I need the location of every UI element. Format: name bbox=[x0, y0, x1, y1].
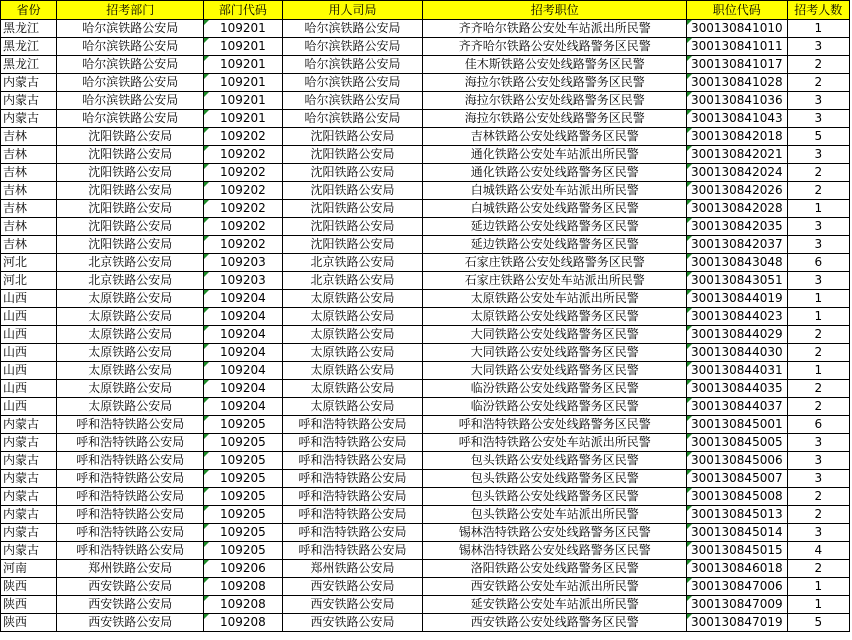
cell-department[interactable]: 沈阳铁路公安局 bbox=[57, 200, 204, 218]
cell-headcount[interactable]: 1 bbox=[787, 362, 849, 380]
cell-headcount[interactable]: 3 bbox=[787, 434, 849, 452]
cell-department[interactable]: 哈尔滨铁路公安局 bbox=[57, 92, 204, 110]
cell-bureau[interactable]: 沈阳铁路公安局 bbox=[282, 236, 423, 254]
cell-position[interactable]: 锡林浩特铁路公安处线路警务区民警 bbox=[423, 524, 687, 542]
cell-province[interactable]: 内蒙古 bbox=[1, 92, 57, 110]
cell-position[interactable]: 洛阳铁路公安处线路警务区民警 bbox=[423, 560, 687, 578]
cell-department[interactable]: 沈阳铁路公安局 bbox=[57, 182, 204, 200]
cell-department-code[interactable]: 109204 bbox=[204, 326, 282, 344]
cell-department-code[interactable]: 109205 bbox=[204, 488, 282, 506]
cell-position[interactable]: 白城铁路公安处线路警务区民警 bbox=[423, 200, 687, 218]
cell-bureau[interactable]: 哈尔滨铁路公安局 bbox=[282, 110, 423, 128]
table-row bbox=[1, 290, 850, 308]
cell-department[interactable]: 北京铁路公安局 bbox=[57, 254, 204, 272]
table-row bbox=[1, 56, 850, 74]
cell-position[interactable]: 通化铁路公安处车站派出所民警 bbox=[423, 146, 687, 164]
cell-position[interactable]: 齐齐哈尔铁路公安处线路警务区民警 bbox=[423, 38, 687, 56]
cell-department[interactable]: 沈阳铁路公安局 bbox=[57, 218, 204, 236]
cell-position[interactable]: 海拉尔铁路公安处线路警务区民警 bbox=[423, 92, 687, 110]
cell-department-code[interactable]: 109204 bbox=[204, 380, 282, 398]
cell-department-code[interactable]: 109205 bbox=[204, 470, 282, 488]
cell-position-code[interactable]: 300130842026 bbox=[687, 182, 788, 200]
cell-headcount[interactable]: 2 bbox=[787, 380, 849, 398]
cell-department-code[interactable]: 109206 bbox=[204, 560, 282, 578]
cell-province[interactable]: 吉林 bbox=[1, 200, 57, 218]
cell-position-code[interactable]: 300130841043 bbox=[687, 110, 788, 128]
cell-headcount[interactable]: 1 bbox=[787, 596, 849, 614]
cell-headcount[interactable]: 2 bbox=[787, 506, 849, 524]
cell-bureau[interactable]: 太原铁路公安局 bbox=[282, 308, 423, 326]
cell-position[interactable]: 包头铁路公安处线路警务区民警 bbox=[423, 452, 687, 470]
cell-department-code[interactable]: 109204 bbox=[204, 308, 282, 326]
cell-province[interactable]: 内蒙古 bbox=[1, 542, 57, 560]
cell-department-code[interactable]: 109204 bbox=[204, 290, 282, 308]
header-department[interactable]: 招考部门 bbox=[57, 1, 204, 20]
cell-position[interactable]: 呼和浩特铁路公安处车站派出所民警 bbox=[423, 434, 687, 452]
cell-department-code[interactable]: 109201 bbox=[204, 38, 282, 56]
cell-province[interactable]: 山西 bbox=[1, 290, 57, 308]
cell-position-code[interactable]: 300130843051 bbox=[687, 272, 788, 290]
cell-department-code[interactable]: 109204 bbox=[204, 398, 282, 416]
cell-position[interactable]: 白城铁路公安处车站派出所民警 bbox=[423, 182, 687, 200]
cell-position-code[interactable]: 300130841010 bbox=[687, 20, 788, 38]
cell-department[interactable]: 太原铁路公安局 bbox=[57, 290, 204, 308]
cell-headcount[interactable]: 3 bbox=[787, 92, 849, 110]
cell-position-code[interactable]: 300130845006 bbox=[687, 452, 788, 470]
cell-position-code[interactable]: 300130844023 bbox=[687, 308, 788, 326]
cell-department[interactable]: 西安铁路公安局 bbox=[57, 578, 204, 596]
cell-province[interactable]: 内蒙古 bbox=[1, 470, 57, 488]
table-row bbox=[1, 218, 850, 236]
table-row bbox=[1, 236, 850, 254]
cell-province[interactable]: 河北 bbox=[1, 254, 57, 272]
cell-department[interactable]: 呼和浩特铁路公安局 bbox=[57, 452, 204, 470]
cell-province[interactable]: 陕西 bbox=[1, 596, 57, 614]
cell-position[interactable]: 锡林浩特铁路公安处线路警务区民警 bbox=[423, 542, 687, 560]
cell-province[interactable]: 内蒙古 bbox=[1, 452, 57, 470]
table-row bbox=[1, 254, 850, 272]
cell-bureau[interactable]: 北京铁路公安局 bbox=[282, 272, 423, 290]
cell-province[interactable]: 黑龙江 bbox=[1, 38, 57, 56]
cell-province[interactable]: 内蒙古 bbox=[1, 110, 57, 128]
table-row bbox=[1, 398, 850, 416]
table-row bbox=[1, 488, 850, 506]
cell-department-code[interactable]: 109202 bbox=[204, 128, 282, 146]
cell-bureau[interactable]: 呼和浩特铁路公安局 bbox=[282, 452, 423, 470]
cell-position[interactable]: 佳木斯铁路公安处线路警务区民警 bbox=[423, 56, 687, 74]
cell-department[interactable]: 太原铁路公安局 bbox=[57, 362, 204, 380]
cell-headcount[interactable]: 2 bbox=[787, 488, 849, 506]
cell-department-code[interactable]: 109208 bbox=[204, 596, 282, 614]
cell-department-code[interactable]: 109202 bbox=[204, 218, 282, 236]
cell-headcount[interactable]: 2 bbox=[787, 344, 849, 362]
cell-headcount[interactable]: 2 bbox=[787, 398, 849, 416]
cell-bureau[interactable]: 西安铁路公安局 bbox=[282, 578, 423, 596]
cell-department[interactable]: 哈尔滨铁路公安局 bbox=[57, 56, 204, 74]
cell-department-code[interactable]: 109202 bbox=[204, 146, 282, 164]
cell-department-code[interactable]: 109205 bbox=[204, 452, 282, 470]
table-row bbox=[1, 380, 850, 398]
cell-department[interactable]: 哈尔滨铁路公安局 bbox=[57, 74, 204, 92]
cell-province[interactable]: 内蒙古 bbox=[1, 488, 57, 506]
cell-province[interactable]: 吉林 bbox=[1, 128, 57, 146]
header-department-code[interactable]: 部门代码 bbox=[204, 1, 282, 20]
cell-province[interactable]: 内蒙古 bbox=[1, 434, 57, 452]
table-row bbox=[1, 506, 850, 524]
cell-position[interactable]: 海拉尔铁路公安处线路警务区民警 bbox=[423, 74, 687, 92]
table-row bbox=[1, 344, 850, 362]
cell-bureau[interactable]: 北京铁路公安局 bbox=[282, 254, 423, 272]
cell-position[interactable]: 通化铁路公安处线路警务区民警 bbox=[423, 164, 687, 182]
cell-province[interactable]: 吉林 bbox=[1, 236, 57, 254]
cell-department-code[interactable]: 109203 bbox=[204, 272, 282, 290]
cell-bureau[interactable]: 哈尔滨铁路公安局 bbox=[282, 92, 423, 110]
cell-department-code[interactable]: 109204 bbox=[204, 362, 282, 380]
cell-headcount[interactable]: 2 bbox=[787, 56, 849, 74]
cell-position-code[interactable]: 300130845005 bbox=[687, 434, 788, 452]
cell-department[interactable]: 西安铁路公安局 bbox=[57, 596, 204, 614]
header-position-code[interactable]: 职位代码 bbox=[687, 1, 788, 20]
cell-bureau[interactable]: 沈阳铁路公安局 bbox=[282, 164, 423, 182]
table-row bbox=[1, 74, 850, 92]
cell-bureau[interactable]: 呼和浩特铁路公安局 bbox=[282, 416, 423, 434]
cell-province[interactable]: 吉林 bbox=[1, 218, 57, 236]
cell-department-code[interactable]: 109201 bbox=[204, 92, 282, 110]
cell-province[interactable]: 内蒙古 bbox=[1, 416, 57, 434]
cell-headcount[interactable]: 3 bbox=[787, 110, 849, 128]
cell-headcount[interactable]: 3 bbox=[787, 272, 849, 290]
cell-headcount[interactable]: 1 bbox=[787, 290, 849, 308]
cell-position-code[interactable]: 300130842037 bbox=[687, 236, 788, 254]
cell-bureau[interactable]: 西安铁路公安局 bbox=[282, 614, 423, 632]
table-row bbox=[1, 596, 850, 614]
cell-position-code[interactable]: 300130844030 bbox=[687, 344, 788, 362]
cell-headcount[interactable]: 1 bbox=[787, 578, 849, 596]
cell-department-code[interactable]: 109205 bbox=[204, 416, 282, 434]
cell-province[interactable]: 内蒙古 bbox=[1, 524, 57, 542]
cell-bureau[interactable]: 沈阳铁路公安局 bbox=[282, 146, 423, 164]
cell-position[interactable]: 大同铁路公安处线路警务区民警 bbox=[423, 344, 687, 362]
header-headcount[interactable]: 招考人数 bbox=[787, 1, 849, 20]
table-row bbox=[1, 362, 850, 380]
cell-position-code[interactable]: 300130845014 bbox=[687, 524, 788, 542]
table-row bbox=[1, 146, 850, 164]
header-row bbox=[1, 1, 850, 20]
cell-department-code[interactable]: 109201 bbox=[204, 74, 282, 92]
cell-position[interactable]: 石家庄铁路公安处线路警务区民警 bbox=[423, 254, 687, 272]
cell-province[interactable]: 河北 bbox=[1, 272, 57, 290]
cell-headcount[interactable]: 1 bbox=[787, 308, 849, 326]
cell-position-code[interactable]: 300130845015 bbox=[687, 542, 788, 560]
table-body bbox=[1, 20, 850, 632]
cell-headcount[interactable]: 2 bbox=[787, 326, 849, 344]
cell-province[interactable]: 陕西 bbox=[1, 614, 57, 632]
cell-department[interactable]: 西安铁路公安局 bbox=[57, 614, 204, 632]
cell-department-code[interactable]: 109202 bbox=[204, 164, 282, 182]
header-position[interactable]: 招考职位 bbox=[423, 1, 687, 20]
cell-position-code[interactable]: 300130842018 bbox=[687, 128, 788, 146]
cell-bureau[interactable]: 沈阳铁路公安局 bbox=[282, 128, 423, 146]
cell-position-code[interactable]: 300130842021 bbox=[687, 146, 788, 164]
cell-position[interactable]: 吉林铁路公安处线路警务区民警 bbox=[423, 128, 687, 146]
cell-department[interactable]: 呼和浩特铁路公安局 bbox=[57, 470, 204, 488]
cell-position-code[interactable]: 300130845001 bbox=[687, 416, 788, 434]
cell-position-code[interactable]: 300130844037 bbox=[687, 398, 788, 416]
cell-bureau[interactable]: 太原铁路公安局 bbox=[282, 398, 423, 416]
cell-bureau[interactable]: 呼和浩特铁路公安局 bbox=[282, 542, 423, 560]
cell-province[interactable]: 黑龙江 bbox=[1, 56, 57, 74]
cell-position-code[interactable]: 300130844035 bbox=[687, 380, 788, 398]
cell-department[interactable]: 哈尔滨铁路公安局 bbox=[57, 38, 204, 56]
cell-position-code[interactable]: 300130845013 bbox=[687, 506, 788, 524]
cell-headcount[interactable]: 3 bbox=[787, 146, 849, 164]
cell-department-code[interactable]: 109205 bbox=[204, 542, 282, 560]
cell-department-code[interactable]: 109202 bbox=[204, 236, 282, 254]
cell-headcount[interactable]: 2 bbox=[787, 560, 849, 578]
cell-department-code[interactable]: 109205 bbox=[204, 524, 282, 542]
cell-department-code[interactable]: 109201 bbox=[204, 110, 282, 128]
cell-department[interactable]: 呼和浩特铁路公安局 bbox=[57, 434, 204, 452]
cell-province[interactable]: 吉林 bbox=[1, 146, 57, 164]
cell-position-code[interactable]: 300130844029 bbox=[687, 326, 788, 344]
cell-headcount[interactable]: 3 bbox=[787, 218, 849, 236]
cell-position-code[interactable]: 300130842028 bbox=[687, 200, 788, 218]
cell-department[interactable]: 呼和浩特铁路公安局 bbox=[57, 506, 204, 524]
cell-department[interactable]: 呼和浩特铁路公安局 bbox=[57, 488, 204, 506]
cell-position[interactable]: 临汾铁路公安处线路警务区民警 bbox=[423, 398, 687, 416]
cell-position-code[interactable]: 300130842024 bbox=[687, 164, 788, 182]
cell-province[interactable]: 吉林 bbox=[1, 164, 57, 182]
cell-position[interactable]: 太原铁路公安处线路警务区民警 bbox=[423, 308, 687, 326]
cell-position[interactable]: 太原铁路公安处车站派出所民警 bbox=[423, 290, 687, 308]
cell-department[interactable]: 太原铁路公安局 bbox=[57, 380, 204, 398]
cell-department-code[interactable]: 109202 bbox=[204, 182, 282, 200]
header-province[interactable]: 省份 bbox=[1, 1, 57, 20]
cell-position-code[interactable]: 300130841011 bbox=[687, 38, 788, 56]
cell-bureau[interactable]: 呼和浩特铁路公安局 bbox=[282, 470, 423, 488]
cell-province[interactable]: 吉林 bbox=[1, 182, 57, 200]
cell-position-code[interactable]: 300130841028 bbox=[687, 74, 788, 92]
cell-department-code[interactable]: 109201 bbox=[204, 20, 282, 38]
cell-department[interactable]: 沈阳铁路公安局 bbox=[57, 164, 204, 182]
cell-position[interactable]: 延边铁路公安处线路警务区民警 bbox=[423, 218, 687, 236]
cell-position-code[interactable]: 300130841036 bbox=[687, 92, 788, 110]
table-row bbox=[1, 452, 850, 470]
cell-position[interactable]: 延安铁路公安处车站派出所民警 bbox=[423, 596, 687, 614]
cell-bureau[interactable]: 太原铁路公安局 bbox=[282, 380, 423, 398]
table-row bbox=[1, 272, 850, 290]
cell-headcount[interactable]: 6 bbox=[787, 416, 849, 434]
cell-headcount[interactable]: 5 bbox=[787, 614, 849, 632]
cell-position-code[interactable]: 300130844019 bbox=[687, 290, 788, 308]
cell-province[interactable]: 山西 bbox=[1, 380, 57, 398]
cell-province[interactable]: 内蒙古 bbox=[1, 506, 57, 524]
cell-province[interactable]: 陕西 bbox=[1, 578, 57, 596]
cell-department[interactable]: 呼和浩特铁路公安局 bbox=[57, 542, 204, 560]
cell-position[interactable]: 海拉尔铁路公安处线路警务区民警 bbox=[423, 110, 687, 128]
cell-headcount[interactable]: 3 bbox=[787, 524, 849, 542]
cell-bureau[interactable]: 哈尔滨铁路公安局 bbox=[282, 56, 423, 74]
cell-headcount[interactable]: 1 bbox=[787, 200, 849, 218]
cell-department-code[interactable]: 109201 bbox=[204, 56, 282, 74]
cell-position-code[interactable]: 300130845007 bbox=[687, 470, 788, 488]
cell-province[interactable]: 山西 bbox=[1, 362, 57, 380]
cell-headcount[interactable]: 3 bbox=[787, 236, 849, 254]
cell-department-code[interactable]: 109205 bbox=[204, 506, 282, 524]
cell-bureau[interactable]: 郑州铁路公安局 bbox=[282, 560, 423, 578]
cell-headcount[interactable]: 2 bbox=[787, 182, 849, 200]
table-row bbox=[1, 470, 850, 488]
table-row bbox=[1, 326, 850, 344]
table-row bbox=[1, 560, 850, 578]
cell-department[interactable]: 沈阳铁路公安局 bbox=[57, 146, 204, 164]
cell-position[interactable]: 包头铁路公安处线路警务区民警 bbox=[423, 470, 687, 488]
cell-province[interactable]: 内蒙古 bbox=[1, 74, 57, 92]
cell-position[interactable]: 呼和浩特铁路公安处线路警务区民警 bbox=[423, 416, 687, 434]
cell-department[interactable]: 太原铁路公安局 bbox=[57, 344, 204, 362]
cell-headcount[interactable]: 2 bbox=[787, 74, 849, 92]
cell-department-code[interactable]: 109204 bbox=[204, 344, 282, 362]
cell-bureau[interactable]: 哈尔滨铁路公安局 bbox=[282, 20, 423, 38]
cell-position[interactable]: 临汾铁路公安处线路警务区民警 bbox=[423, 380, 687, 398]
cell-position[interactable]: 大同铁路公安处线路警务区民警 bbox=[423, 362, 687, 380]
cell-position[interactable]: 齐齐哈尔铁路公安处车站派出所民警 bbox=[423, 20, 687, 38]
cell-position-code[interactable]: 300130844031 bbox=[687, 362, 788, 380]
cell-headcount[interactable]: 1 bbox=[787, 20, 849, 38]
cell-position-code[interactable]: 300130846018 bbox=[687, 560, 788, 578]
cell-headcount[interactable]: 3 bbox=[787, 452, 849, 470]
cell-position[interactable]: 西安铁路公安处车站派出所民警 bbox=[423, 578, 687, 596]
cell-headcount[interactable]: 3 bbox=[787, 470, 849, 488]
cell-department-code[interactable]: 109202 bbox=[204, 200, 282, 218]
table-row bbox=[1, 164, 850, 182]
table-row bbox=[1, 92, 850, 110]
cell-bureau[interactable]: 太原铁路公安局 bbox=[282, 344, 423, 362]
table-row bbox=[1, 128, 850, 146]
cell-department[interactable]: 太原铁路公安局 bbox=[57, 326, 204, 344]
cell-department[interactable]: 北京铁路公安局 bbox=[57, 272, 204, 290]
cell-position[interactable]: 包头铁路公安处车站派出所民警 bbox=[423, 506, 687, 524]
cell-position-code[interactable]: 300130845008 bbox=[687, 488, 788, 506]
cell-position-code[interactable]: 300130842035 bbox=[687, 218, 788, 236]
table-row bbox=[1, 110, 850, 128]
cell-position[interactable]: 西安铁路公安处线路警务区民警 bbox=[423, 614, 687, 632]
cell-province[interactable]: 山西 bbox=[1, 344, 57, 362]
cell-bureau[interactable]: 沈阳铁路公安局 bbox=[282, 200, 423, 218]
cell-headcount[interactable]: 4 bbox=[787, 542, 849, 560]
cell-bureau[interactable]: 太原铁路公安局 bbox=[282, 326, 423, 344]
cell-bureau[interactable]: 呼和浩特铁路公安局 bbox=[282, 524, 423, 542]
cell-bureau[interactable]: 太原铁路公安局 bbox=[282, 290, 423, 308]
table-row bbox=[1, 524, 850, 542]
table-row bbox=[1, 578, 850, 596]
cell-headcount[interactable]: 6 bbox=[787, 254, 849, 272]
cell-department[interactable]: 哈尔滨铁路公安局 bbox=[57, 110, 204, 128]
cell-province[interactable]: 山西 bbox=[1, 326, 57, 344]
header-bureau[interactable]: 用人司局 bbox=[282, 1, 423, 20]
cell-bureau[interactable]: 哈尔滨铁路公安局 bbox=[282, 38, 423, 56]
cell-position-code[interactable]: 300130847009 bbox=[687, 596, 788, 614]
table-row bbox=[1, 614, 850, 632]
cell-province[interactable]: 河南 bbox=[1, 560, 57, 578]
cell-position[interactable]: 大同铁路公安处线路警务区民警 bbox=[423, 326, 687, 344]
cell-province[interactable]: 黑龙江 bbox=[1, 20, 57, 38]
table-row bbox=[1, 182, 850, 200]
table-row bbox=[1, 416, 850, 434]
cell-bureau[interactable]: 哈尔滨铁路公安局 bbox=[282, 74, 423, 92]
cell-position-code[interactable]: 300130847006 bbox=[687, 578, 788, 596]
cell-department-code[interactable]: 109205 bbox=[204, 434, 282, 452]
cell-bureau[interactable]: 呼和浩特铁路公安局 bbox=[282, 488, 423, 506]
cell-department-code[interactable]: 109208 bbox=[204, 578, 282, 596]
cell-department-code[interactable]: 109208 bbox=[204, 614, 282, 632]
table-row bbox=[1, 38, 850, 56]
cell-position-code[interactable]: 300130847019 bbox=[687, 614, 788, 632]
table-row bbox=[1, 20, 850, 38]
cell-position[interactable]: 延边铁路公安处线路警务区民警 bbox=[423, 236, 687, 254]
cell-department[interactable]: 太原铁路公安局 bbox=[57, 308, 204, 326]
table-row bbox=[1, 200, 850, 218]
table-row bbox=[1, 308, 850, 326]
cell-department[interactable]: 哈尔滨铁路公安局 bbox=[57, 20, 204, 38]
cell-bureau[interactable]: 太原铁路公安局 bbox=[282, 362, 423, 380]
cell-department[interactable]: 呼和浩特铁路公安局 bbox=[57, 416, 204, 434]
cell-position[interactable]: 包头铁路公安处线路警务区民警 bbox=[423, 488, 687, 506]
cell-department[interactable]: 沈阳铁路公安局 bbox=[57, 128, 204, 146]
cell-province[interactable]: 山西 bbox=[1, 398, 57, 416]
cell-department[interactable]: 沈阳铁路公安局 bbox=[57, 236, 204, 254]
cell-department-code[interactable]: 109203 bbox=[204, 254, 282, 272]
cell-headcount[interactable]: 2 bbox=[787, 164, 849, 182]
cell-bureau[interactable]: 呼和浩特铁路公安局 bbox=[282, 506, 423, 524]
cell-bureau[interactable]: 西安铁路公安局 bbox=[282, 596, 423, 614]
table-row bbox=[1, 434, 850, 452]
cell-bureau[interactable]: 沈阳铁路公安局 bbox=[282, 218, 423, 236]
cell-headcount[interactable]: 3 bbox=[787, 38, 849, 56]
cell-department[interactable]: 郑州铁路公安局 bbox=[57, 560, 204, 578]
cell-position-code[interactable]: 300130843048 bbox=[687, 254, 788, 272]
cell-position[interactable]: 石家庄铁路公安处车站派出所民警 bbox=[423, 272, 687, 290]
cell-department[interactable]: 呼和浩特铁路公安局 bbox=[57, 524, 204, 542]
table-row bbox=[1, 542, 850, 560]
cell-headcount[interactable]: 5 bbox=[787, 128, 849, 146]
cell-department[interactable]: 太原铁路公安局 bbox=[57, 398, 204, 416]
cell-position-code[interactable]: 300130841017 bbox=[687, 56, 788, 74]
cell-province[interactable]: 山西 bbox=[1, 308, 57, 326]
cell-bureau[interactable]: 沈阳铁路公安局 bbox=[282, 182, 423, 200]
cell-bureau[interactable]: 呼和浩特铁路公安局 bbox=[282, 434, 423, 452]
